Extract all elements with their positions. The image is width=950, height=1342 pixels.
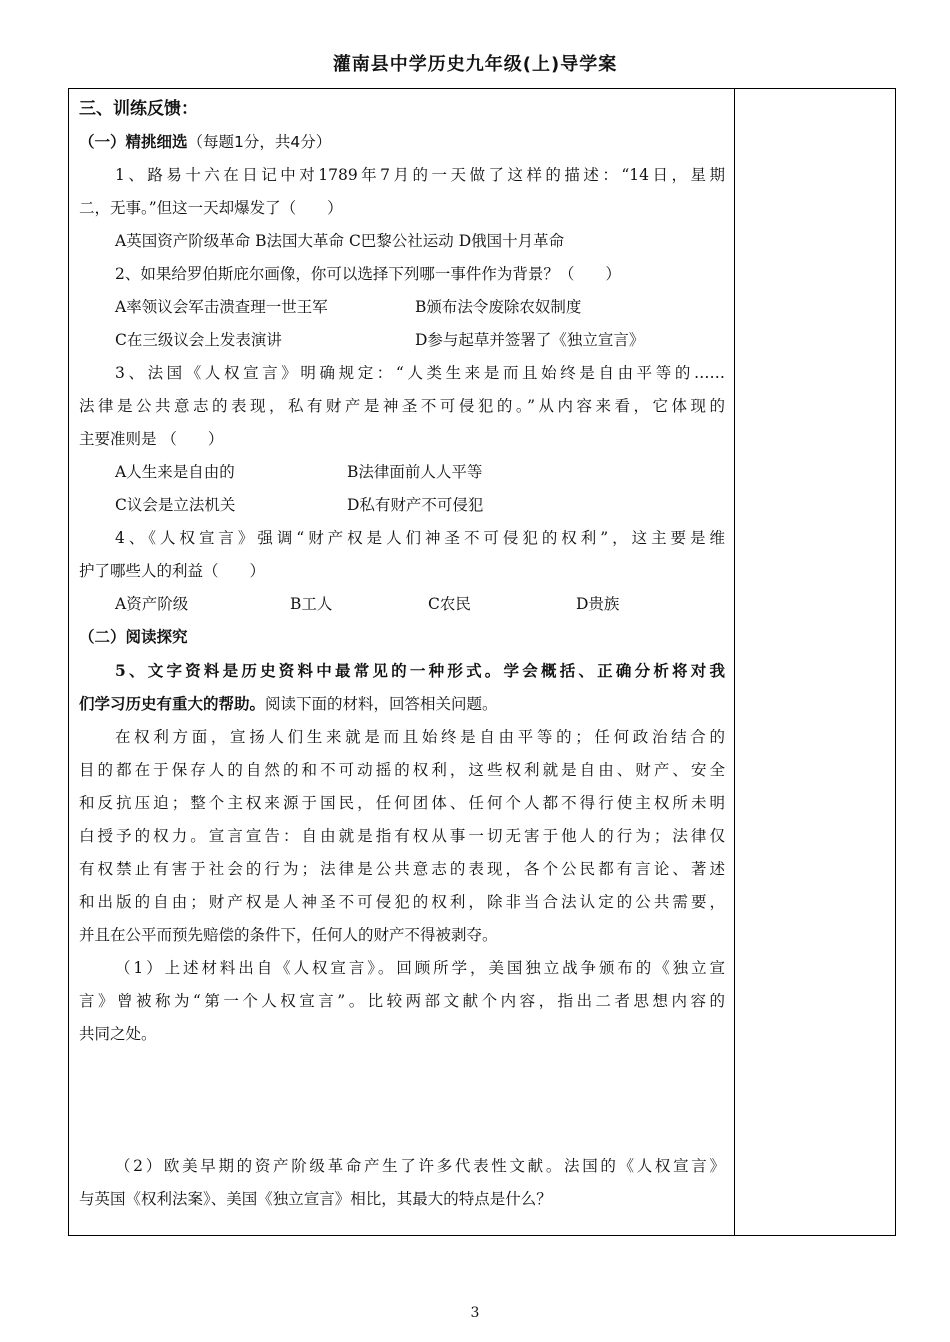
q4-option-b: B工人 bbox=[290, 595, 333, 613]
q3-option-c: C议会是立法机关 bbox=[115, 496, 236, 514]
q4-option-c: C农民 bbox=[428, 595, 471, 613]
sub1-line: 共同之处。 bbox=[79, 1025, 157, 1043]
part1-title: （一）精挑细选 bbox=[79, 133, 188, 151]
q3-options-row-1 bbox=[79, 456, 725, 489]
q4-line-1: 4、《人权宣言》强调“财产权是人们神圣不可侵犯的权利”，这主要是维 bbox=[115, 529, 725, 547]
sub2-line: 与英国《权利法案》、美国《独立宣言》相比，其最大的特点是什么？ bbox=[79, 1190, 552, 1208]
q2-line-1: 2、如果给罗伯斯庇尔画像，你可以选择下列哪一事件作为背景？（ ） bbox=[115, 265, 621, 283]
material-line: 目的都在于保存人的自然的和不可动摇的权利，这些权利就是自由、财产、安全 bbox=[79, 761, 725, 779]
q1-options: A英国资产阶级革命 B法国大革命 C巴黎公社运动 D俄国十月革命 bbox=[115, 232, 565, 250]
q5-intro-rest: 阅读下面的材料，回答相关问题。 bbox=[265, 695, 498, 713]
part2-heading bbox=[79, 621, 725, 654]
q5-subquestion-1 bbox=[79, 952, 725, 1051]
material-line: 有权禁止有害于社会的行为；法律是公共意志的表现，各个公民都有言论、著述 bbox=[79, 860, 725, 878]
sub1-line: （1）上述材料出自《人权宣言》。回顾所学，美国独立战争颁布的《独立宣 bbox=[115, 959, 725, 977]
q4-option-d: D贵族 bbox=[576, 595, 620, 613]
part1-heading bbox=[79, 126, 725, 159]
material-line: 和出版的自由；财产权是人神圣不可侵犯的权利，除非当合法认定的公共需要， bbox=[79, 893, 725, 911]
material-line: 白授予的权力。宣言宣告：自由就是指有权从事一切无害于他人的行为；法律仅 bbox=[79, 827, 725, 845]
q2-options-row-1 bbox=[79, 291, 725, 324]
q2-option-c: C在三级议会上发表演讲 bbox=[115, 331, 282, 349]
q4-line-2: 护了哪些人的利益（ ） bbox=[79, 562, 266, 580]
section-title: 三、训练反馈： bbox=[79, 99, 198, 119]
q3-options-row-2 bbox=[79, 489, 725, 522]
q2-options-row-2 bbox=[79, 324, 725, 357]
q4-option-a: A资产阶级 bbox=[115, 595, 189, 613]
q5-material bbox=[79, 721, 725, 952]
sub1-line: 言》曾被称为“第一个人权宣言”。比较两部文献个内容，指出二者思想内容的 bbox=[79, 992, 725, 1010]
q1-line-2: 二，无事。”但这一天却爆发了（ ） bbox=[79, 199, 343, 217]
answer-space-1[interactable] bbox=[79, 1051, 725, 1150]
page-header-title: 灌南县中学历史九年级(上)导学案 bbox=[332, 54, 618, 75]
worksheet-table bbox=[68, 88, 896, 1236]
q2-option-d: D参与起草并签署了《独立宣言》 bbox=[415, 331, 645, 349]
q3-line-1: 3、法国《人权宣言》明确规定：“人类生来是而且始终是自由平等的…… bbox=[115, 364, 725, 382]
q3-option-b: B法律面前人人平等 bbox=[347, 463, 483, 481]
q3-option-d: D私有财产不可侵犯 bbox=[347, 496, 484, 514]
q2-option-b: B颁布法令废除农奴制度 bbox=[415, 298, 582, 316]
part2-title: （二）阅读探究 bbox=[79, 628, 188, 646]
material-line: 在权利方面，宣扬人们生来就是而且始终是自由平等的；任何政治结合的 bbox=[115, 728, 725, 746]
q3-option-a: A人生来是自由的 bbox=[115, 463, 235, 481]
column-divider bbox=[734, 89, 735, 1235]
q5-intro-bold: 们学习历史有重大的帮助。 bbox=[79, 694, 266, 713]
part1-score-note: （每题1分，共4分） bbox=[187, 133, 332, 151]
q5-subquestion-2 bbox=[79, 1150, 725, 1216]
q3-line-2: 法律是公共意志的表现，私有财产是神圣不可侵犯的。”从内容来看，它体现的 bbox=[79, 397, 725, 415]
q1-line-1: 1、路易十六在日记中对1789年7月的一天做了这样的描述：“14日，星期 bbox=[115, 166, 725, 184]
q4-options-row bbox=[79, 588, 725, 621]
main-content-cell bbox=[79, 93, 725, 1216]
material-line: 和反抗压迫；整个主权来源于国民，任何团体、任何个人都不得行使主权所未明 bbox=[79, 794, 725, 812]
q3-line-3: 主要准则是 （ ） bbox=[79, 430, 224, 448]
page-number: 3 bbox=[470, 1305, 480, 1321]
sub2-line: （2）欧美早期的资产阶级革命产生了许多代表性文献。法国的《人权宣言》 bbox=[115, 1157, 725, 1175]
material-line: 并且在公平而预先赔偿的条件下，任何人的财产不得被剥夺。 bbox=[79, 926, 498, 944]
q5-intro-line-1: 5、文字资料是历史资料中最常见的一种形式。学会概括、正确分析将对我 bbox=[115, 661, 725, 680]
q5-intro-line-2 bbox=[79, 687, 725, 721]
q2-option-a: A率领议会军击溃查理一世王军 bbox=[115, 298, 328, 316]
